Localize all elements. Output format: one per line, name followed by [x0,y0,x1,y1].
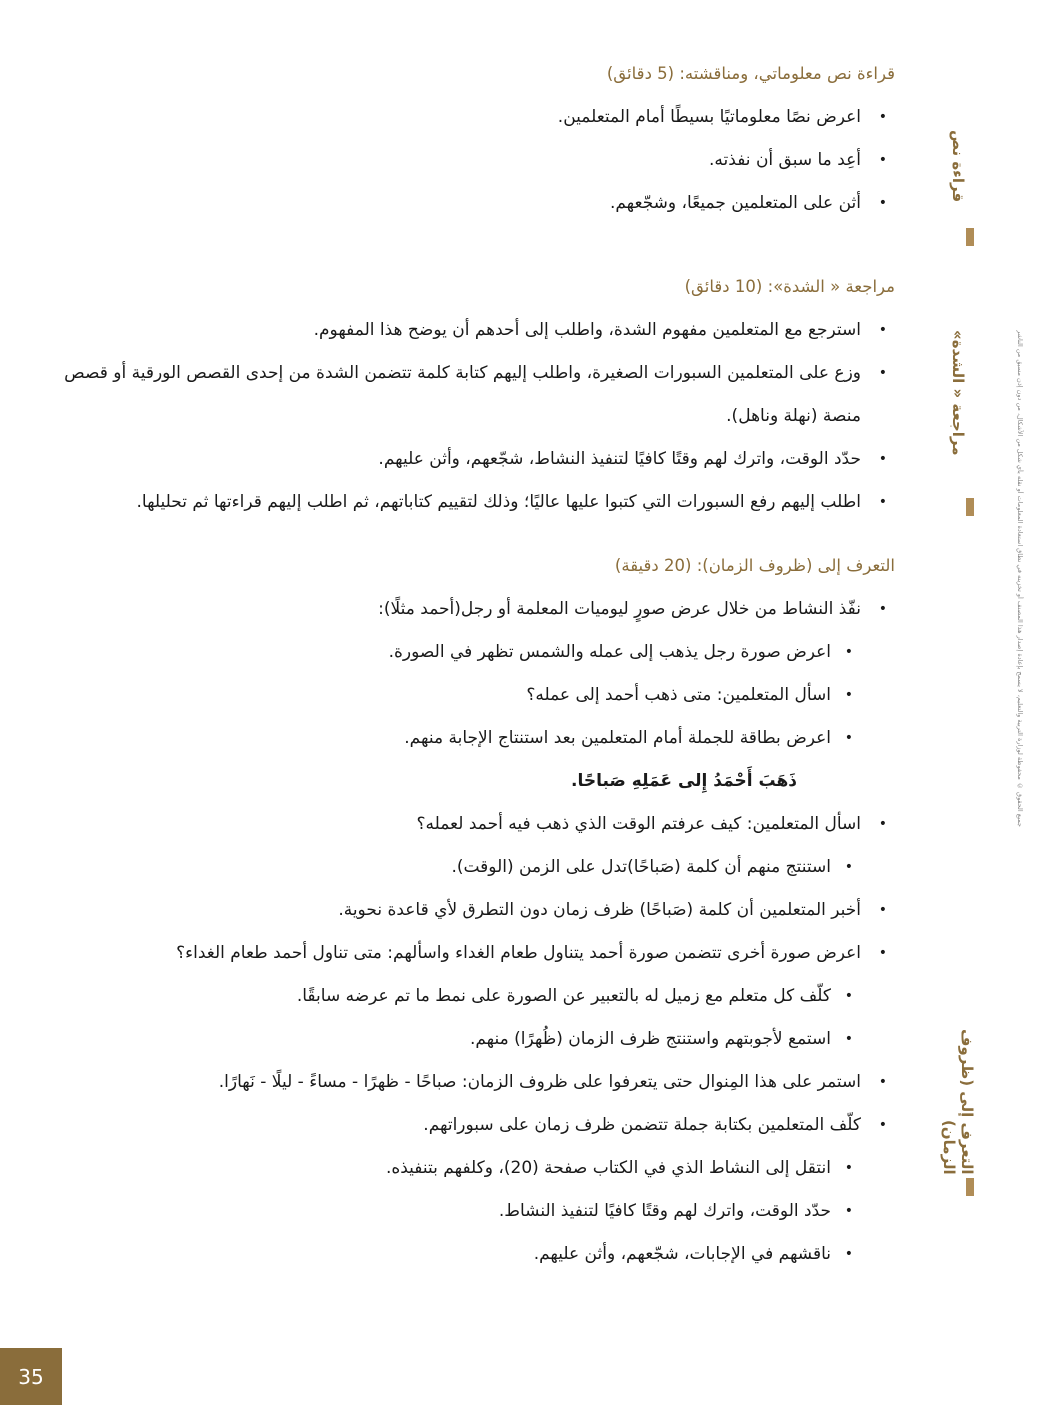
section-heading: التعرف إلى (ظروف الزمان): (20 دقيقة) [614,556,895,575]
list-item: • اعرض نصًا معلوماتيًا بسيطًا أمام المتعلمين. [60,96,895,139]
list-item: • كلّف المتعلمين بكتابة جملة تتضمن ظرف زمان على سبوراتهم. [60,1104,895,1147]
lesson-content [60,62,895,1306]
list-item: • اطلب إليهم رفع السبورات التي كتبوا عليها عاليًا؛ وذلك لتقييم كتاباتهم، ثم اطلب إليهم قراءتها ثم تحليلها. [60,481,895,524]
list-item: • استنتج منهم أن كلمة (صَباحًا)تدل على الزمن (الوقت). [60,846,861,889]
list-item: • اسأل المتعلمين: متى ذهب أحمد إلى عمله؟ [60,674,861,717]
list-item: • اعرض بطاقة للجملة أمام المتعلمين بعد استنتاج الإجابة منهم. [60,717,861,760]
side-marker [966,498,974,516]
list-item: • أعِد ما سبق أن نفذته. [60,139,895,182]
list-item: • انتقل إلى النشاط الذي في الكتاب صفحة (20)، وكلفهم بتنفيذه. [60,1147,861,1190]
side-marker [966,1178,974,1196]
section-time-adverbs [60,554,895,1276]
list-item: • حدّد الوقت، واترك لهم وقتًا كافيًا لتنفيذ النشاط. [60,1190,861,1233]
side-label-time-adverbs: التعرف إلى (ظروف الزمان) [940,1029,976,1175]
list-item: • اعرض صورة رجل يذهب إلى عمله والشمس تظهر في الصورة. [60,631,861,674]
list-item: • حدّد الوقت، واترك لهم وقتًا كافيًا لتنفيذ النشاط، شجّعهم، وأثن عليهم. [60,438,895,481]
side-marker [966,228,974,246]
section-heading: مراجعة « الشدة»: (10 دقائق) [684,277,895,296]
list-item: • استمر على هذا المِنوال حتى يتعرفوا على ظروف الزمان: صباحًا - ظهرًا - مساءً - ليلًا - نَهارًا. [60,1061,895,1104]
page-number: 35 [0,1348,62,1405]
list-item: • اسأل المتعلمين: كيف عرفتم الوقت الذي ذهب فيه أحمد لعمله؟ [60,803,895,846]
list-item: • نفّذ النشاط من خلال عرض صورٍ ليوميات المعلمة أو رجل(أحمد مثلًا): [60,588,895,631]
side-label-shadda: مراجعة « الشدة» [949,330,967,456]
list-item: • كلّف كل متعلم مع زميل له بالتعبير عن الصورة على نمط ما تم عرضه سابقًا. [60,975,861,1018]
section-reading [60,62,895,225]
list-item: • اعرض صورة أخرى تتضمن صورة أحمد يتناول طعام الغداء واسألهم: متى تناول أحمد طعام الغداء؟ [60,932,895,975]
copyright-notice: جميع الحقوق © محفوظة لوزارة التربية والتعليم، لا يسمح بإعادة إصدار هذا المصنف أو تخزينه في نطاق استعادة المعلومات أو نقله بأي شكل من الأشكال، من دون إذن مسبق من الناشر [1016,330,1024,827]
side-label-reading: قراءة نص [949,130,967,203]
list-item: • ناقشهم في الإجابات، شجّعهم، وأثن عليهم. [60,1233,861,1276]
section-heading: قراءة نص معلوماتي، ومناقشته: (5 دقائق) [606,64,895,83]
list-item: • استمع لأجوبتهم واستنتج ظرف الزمان (ظُهرًا) منهم. [60,1018,861,1061]
example-sentence: ذَهَبَ أَحْمَدُ إِلى عَمَلِهِ صَباحًا. [571,771,797,791]
section-shadda-review [60,275,895,524]
list-item: • استرجع مع المتعلمين مفهوم الشدة، واطلب إلى أحدهم أن يوضح هذا المفهوم. [60,309,895,352]
list-item: • أخبر المتعلمين أن كلمة (صَباحًا) ظرف زمان دون التطرق لأي قاعدة نحوية. [60,889,895,932]
list-item: • وزع على المتعلمين السبورات الصغيرة، واطلب إليهم كتابة كلمة تتضمن الشدة من إحدى القصص الورقية أو قصص منصة (نهلة وناهل). [60,352,895,438]
list-item: • أثن على المتعلمين جميعًا، وشجّعهم. [60,182,895,225]
